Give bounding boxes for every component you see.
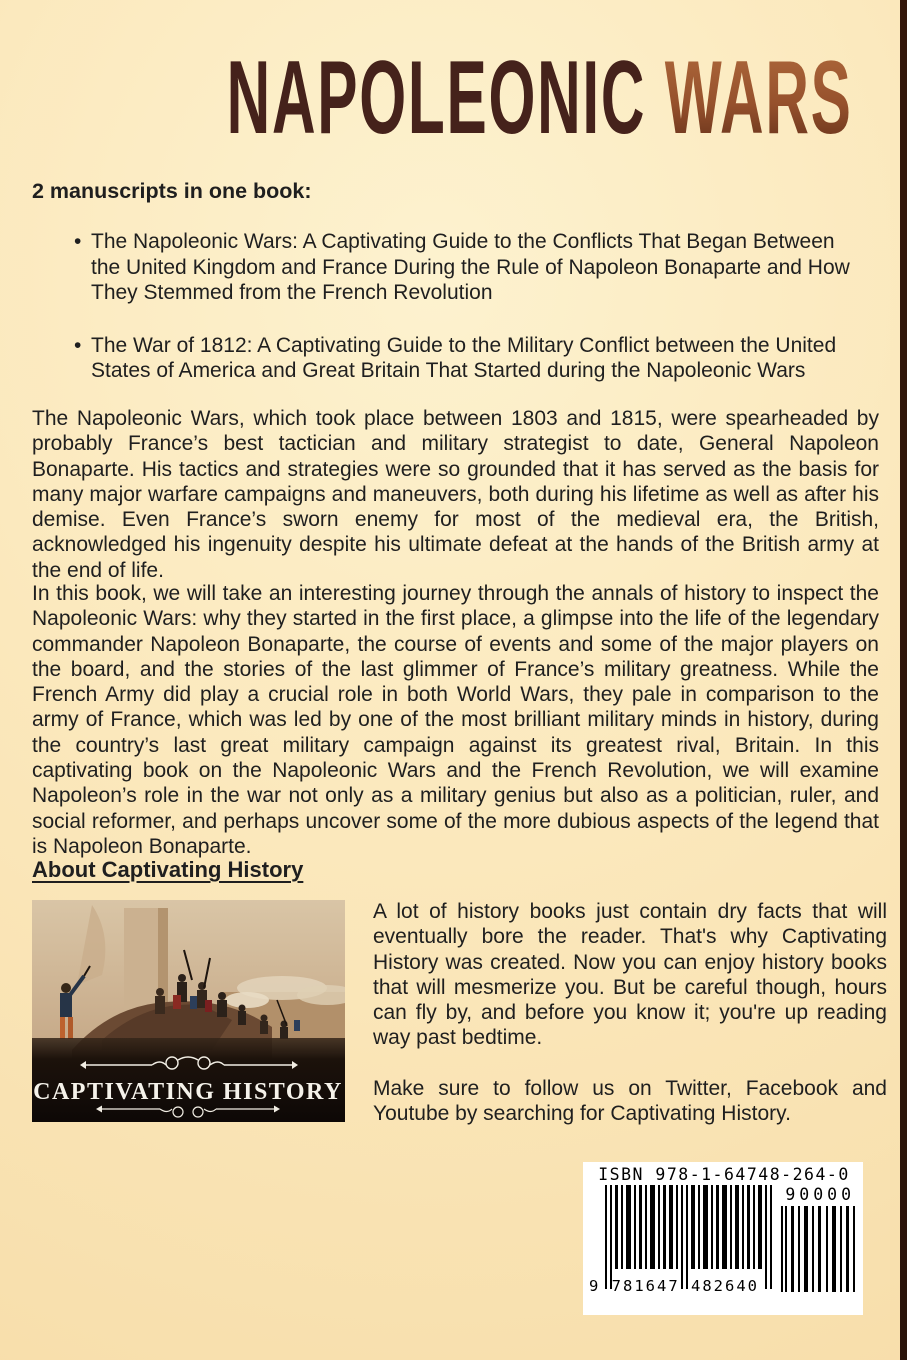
about-follow: Make sure to follow us on Twitter, Facebook and Youtube by searching for Captivating History. [373,1076,887,1126]
isbn-number: ISBN 978-1-64748-264-0 [598,1165,850,1184]
ean13-digits: 9 781647 482640 [589,1277,759,1295]
synopsis-paragraph-2: In this book, we will take an interesting journey through the annals of history to inspect the Napoleonic Wars: why they started in the first place, a glimpse into the life of the legendary commander Napoleon Bonaparte, the course of events and some of the major players on the board, and the stories of the last glimmer of France’s military greatness. While the French Army did play a crucial role in both World Wars, they pale in comparison to the army of France, which was led by one of the most brilliant military minds in history, during the country’s last great military campaign against its greatest rival, Britain. In this captivating book on the Napoleonic Wars and the French Revolution, we will examine Napoleon’s role in the war not only as a military genius but also as a politician, ruler, and social reformer, and perhaps uncover some of the more dubious aspects of the legend that is Napoleon Bonaparte. [32,582,879,858]
list-item: • The Napoleonic Wars: A Captivating Guide to the Conflicts That Began Between the United Kingdom and France During the Rule of Napoleon Bonaparte and How They Stemmed from the French Revolution [74,229,868,306]
publisher-logo-text: CAPTIVATING HISTORY [33,1079,343,1105]
manuscripts-heading: 2 manuscripts in one book: [32,179,312,203]
about-text-column [373,899,887,1126]
synopsis-paragraph-1: The Napoleonic Wars, which took place between 1803 and 1815, were spearheaded by probably France’s best tactician and military strategist to date, General Napoleon Bonaparte. His tactics and strategies were so grounded that it has served as the basis for many major warfare campaigns and maneuvers, both during his lifetime as well as after his demise. Even France’s sworn enemy for most of the medieval era, the British, acknowledged his ingenuity despite his ultimate defeat at the hands of the British army at the end of life. [32,407,879,582]
manuscript-list [74,229,868,411]
cover-right-edge-shadow [900,0,907,1360]
supplemental-barcode [781,1185,857,1292]
book-title-text [226,40,853,156]
isbn-barcode-block [583,1162,863,1315]
ean13-barcode [591,1185,777,1297]
title-word-wars: WARS [664,40,853,156]
list-item: • The War of 1812: A Captivating Guide to the Military Conflict between the United States of America and Great Britain That Started during the Napoleonic Wars [74,333,868,384]
about-heading: About Captivating History [32,857,304,882]
about-body: A lot of history books just contain dry facts that will eventually bore the reader. That's why Captivating History was created. Now you can enjoy history books that will mesmerize you. But be careful though, hours can fly by, and before you know it; you're up reading way past bedtime. [373,900,887,1050]
price-code: 90000 [785,1185,855,1204]
book-title [0,40,900,156]
title-word-napoleonic: NAPOLEONIC [226,40,647,156]
battle-painting-image [32,900,345,1122]
